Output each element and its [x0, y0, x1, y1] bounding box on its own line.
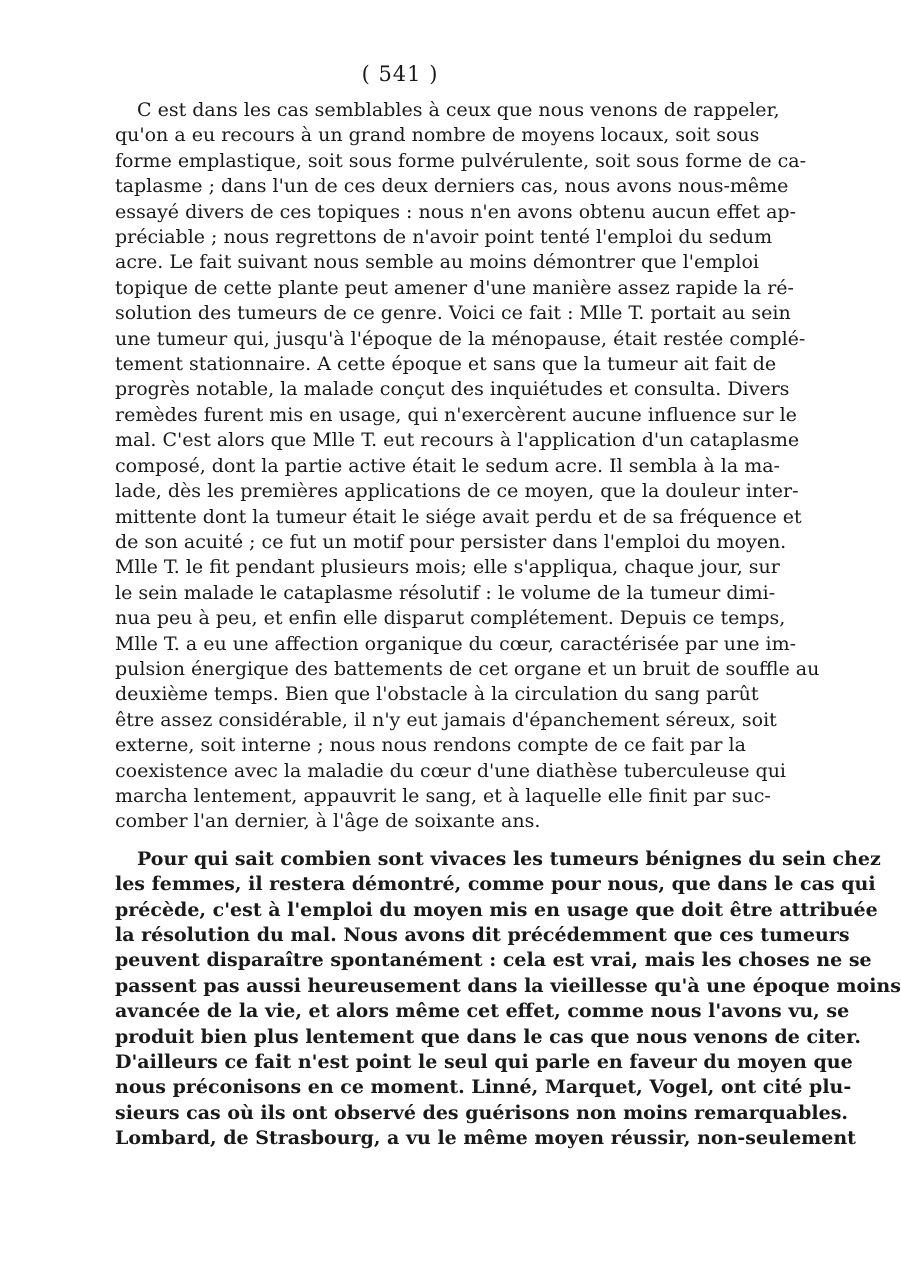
text-line: Lombard, de Strasbourg, a vu le même moyen réussir, non-seulement — [115, 1127, 856, 1150]
text-line: comber l'an dernier, à l'âge de soixante ans. — [115, 810, 541, 833]
text-line: coexistence avec la maladie du cœur d'une diathèse tuberculeuse qui — [115, 759, 787, 782]
text-line: mal. C'est alors que Mlle T. eut recours à l'application d'un cataplasme — [115, 429, 800, 452]
text-line: deuxième temps. Bien que l'obstacle à la circulation du sang parût — [115, 683, 759, 706]
text-line: externe, soit interne ; nous nous rendons compte de ce fait par la — [115, 734, 746, 757]
text-line: le sein malade le cataplasme résolutif : le volume de la tumeur dimi- — [115, 581, 776, 604]
text-line: les femmes, il restera démontré, comme pour nous, que dans le cas qui — [115, 873, 876, 896]
text-line: Mlle T. le fit pendant plusieurs mois; elle s'appliqua, chaque jour, sur — [115, 556, 780, 579]
text-line: C est dans les cas semblables à ceux que nous venons de rappeler, — [137, 99, 780, 121]
text-line: nous préconisons en ce moment. Linné, Marquet, Vogel, ont cité plu- — [115, 1076, 852, 1099]
text-line: tement stationnaire. A cette époque et sans que la tumeur ait fait de — [115, 353, 777, 376]
text-line: préciable ; nous regrettons de n'avoir point tenté l'emploi du sedum — [115, 226, 773, 249]
text-line: produit bien plus lentement que dans le cas que nous venons de citer. — [115, 1025, 862, 1048]
text-line: une tumeur qui, jusqu'à l'époque de la ménopause, était restée complé- — [115, 327, 806, 350]
text-line: avancée de la vie, et alors même cet effet, comme nous l'avons vu, se — [115, 1000, 850, 1023]
text-line: acre. Le fait suivant nous semble au moins démontrer que l'emploi — [115, 251, 760, 274]
text-line: progrès notable, la malade conçut des inquiétudes et consulta. Divers — [115, 378, 790, 401]
text-line: D'ailleurs ce fait n'est point le seul qui parle en faveur du moyen que — [115, 1051, 853, 1074]
text-line: lade, dès les premières applications de ce moyen, que la douleur inter- — [115, 480, 799, 503]
text-line: la résolution du mal. Nous avons dit précédemment que ces tumeurs — [115, 924, 850, 946]
text-line: être assez considérable, il n'y eut jamais d'épanchement séreux, soit — [115, 708, 777, 731]
page-number: ( 541 ) — [361, 62, 439, 86]
text-line: pulsion énergique des battements de cet organe et un bruit de souffle au — [115, 657, 820, 680]
text-line: forme emplastique, soit sous forme pulvérulente, soit sous forme de ca- — [115, 149, 807, 172]
text-line: mittente dont la tumeur était le siége avait perdu et de sa fréquence et — [115, 505, 802, 528]
text-line: précède, c'est à l'emploi du moyen mis en usage que doit être attribuée — [115, 898, 878, 921]
text-line: solution des tumeurs de ce genre. Voici ce fait : Mlle T. portait au sein — [115, 302, 791, 325]
text-line: passent pas aussi heureusement dans la vieillesse qu'à une époque moins — [115, 974, 901, 997]
text-line: topique de cette plante peut amener d'une manière assez rapide la ré- — [115, 276, 794, 299]
text-line: qu'on a eu recours à un grand nombre de moyens locaux, soit sous — [115, 124, 760, 147]
text-line: de son acuité ; ce fut un motif pour persister dans l'emploi du moyen. — [115, 530, 787, 553]
text-line: taplasme ; dans l'un de ces deux derniers cas, nous avons nous-même — [115, 175, 789, 198]
text-line: nua peu à peu, et enfin elle disparut complétement. Depuis ce temps, — [115, 607, 786, 630]
paragraph — [115, 847, 901, 1152]
text-line: Pour qui sait combien sont vivaces les tumeurs bénignes du sein chez — [137, 847, 881, 870]
text-line: composé, dont la partie active était le sedum acre. Il sembla à la ma- — [115, 454, 780, 477]
text-line: essayé divers de ces topiques : nous n'en avons obtenu aucun effet ap- — [115, 200, 796, 223]
paragraph — [115, 98, 820, 835]
paragraph-gap — [115, 835, 685, 847]
text-line: remèdes furent mis en usage, qui n'exercèrent aucune influence sur le — [115, 403, 797, 426]
text-line: marcha lentement, appauvrit le sang, et à laquelle elle finit par suc- — [115, 784, 771, 807]
text-line: sieurs cas où ils ont observé des guérisons non moins remarquables. — [115, 1101, 849, 1124]
text-line: peuvent disparaître spontanément : cela est vrai, mais les choses ne se — [115, 949, 872, 972]
body-text — [115, 98, 901, 1152]
text-line: Mlle T. a eu une affection organique du cœur, caractérisée par une im- — [115, 632, 797, 655]
